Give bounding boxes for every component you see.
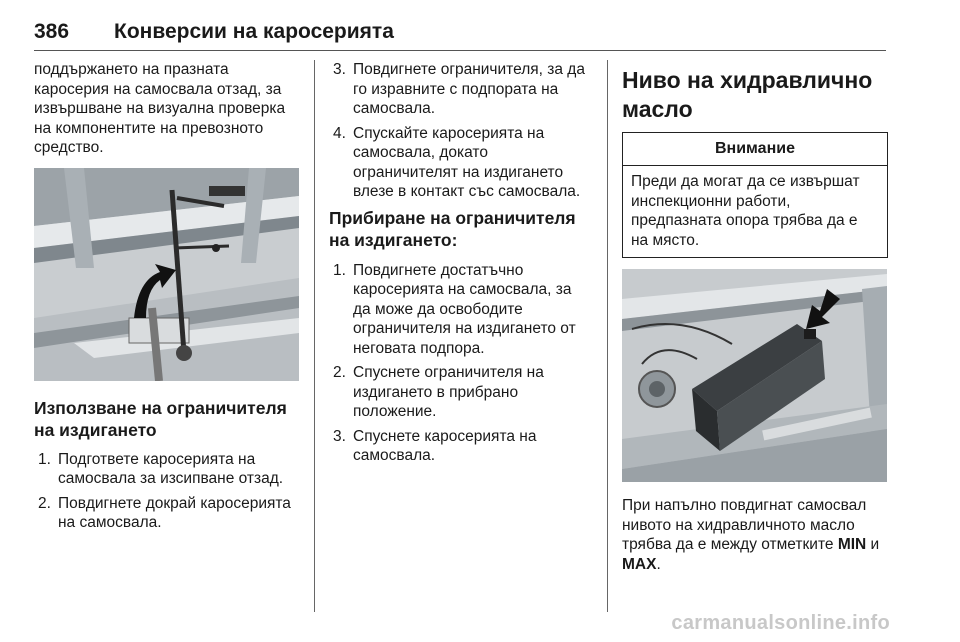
warning-title: Внимание bbox=[623, 133, 887, 166]
list-item: 2. Повдигнете докрай каросерията на самосвала. bbox=[38, 494, 291, 531]
column-2 bbox=[329, 60, 593, 471]
steps-using-limiter-continued bbox=[329, 60, 593, 202]
oil-level-paragraph: При напълно повдигнат самосвал нивото на хидравличното масло трябва да е между отметките MIN и MAX. bbox=[622, 497, 880, 573]
steps-retracting-limiter bbox=[329, 261, 593, 466]
section-heading-hydraulic-oil: Ниво на хидравлично масло bbox=[622, 67, 873, 122]
watermark: carmanualsonline.info bbox=[671, 612, 890, 634]
list-item: 3. Повдигнете ограничителя, за да го изравните с подпората на самосвала. bbox=[333, 61, 585, 117]
warning-box bbox=[622, 132, 888, 258]
steps-using-limiter bbox=[34, 450, 302, 533]
column-1 bbox=[34, 60, 302, 538]
list-item: 1. Подгответе каросерията на самосвала за изсипване отзад. bbox=[38, 450, 284, 487]
page-number: 386 bbox=[34, 20, 70, 43]
figure-lifting-limiter bbox=[34, 168, 299, 381]
column-divider-right bbox=[607, 60, 608, 612]
figure-hydraulic-reservoir bbox=[622, 269, 887, 482]
column-divider-left bbox=[314, 60, 315, 612]
section-heading-retracting-limiter: Прибиране на ограничителя на издигането: bbox=[329, 207, 576, 250]
mark-max: MAX bbox=[622, 555, 657, 573]
list-item: 4. Спускайте каросерията на самосвала, докато ограничителят на издигането влезе в контакт със самосвала. bbox=[333, 124, 581, 200]
page-header bbox=[34, 16, 886, 51]
mark-min: MIN bbox=[837, 536, 867, 553]
section-heading-using-limiter: Използване на ограничителя на издигането bbox=[34, 397, 287, 440]
page-title: Конверсии на каросерията bbox=[114, 20, 394, 43]
warning-text: Преди да могат да се извършат инспекционни работи, предпазната опора трябва да е на място. bbox=[631, 173, 860, 249]
column-3 bbox=[622, 60, 888, 574]
list-item: 2. Спуснете ограничителя на издигането в прибрано положение. bbox=[333, 364, 544, 420]
intro-paragraph: поддържането на празната каросерия на самосвала отзад, за извършване на визуална проверка на компонентите на превозното средство. bbox=[34, 61, 286, 156]
list-item: 1. Повдигнете достатъчно каросерията на самосвала, за да може да освободите ограничителя на издигането от неговата подпора. bbox=[333, 261, 576, 357]
list-item: 3. Спуснете каросерията на самосвала. bbox=[333, 427, 537, 464]
